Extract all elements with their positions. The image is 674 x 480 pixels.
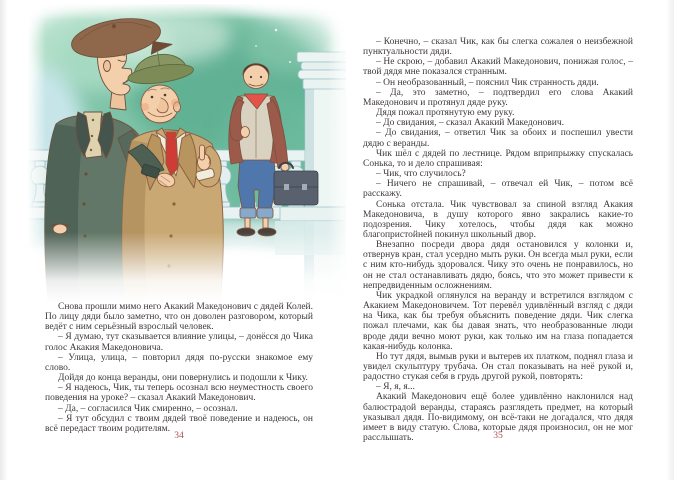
paragraph: Снова прошли мимо него Акакий Македонович с дядей Колей. По лицу дяди было заметно, что он доволен разговором, который ведёт с ним серьёзный взрослый человек. bbox=[45, 302, 313, 333]
page-35-text bbox=[363, 37, 633, 443]
paragraph: – Он необразованный, – пояснил Чик странность дяди. bbox=[376, 77, 599, 88]
page-edge-right bbox=[666, 0, 674, 480]
paragraph: Дядя пожал протянутую ему руку. bbox=[376, 108, 515, 119]
paragraph: – Ничего не спрашивай, – отвечал ей Чик, – потом всё расскажу. bbox=[363, 179, 633, 200]
paragraph: Внезапно посреди двора дядя остановился у колонки и, отвернув кран, стал усердно мыть руки. Он всегда мыл руки, если с ним кто-нибудь здоровался. Чику это очень не понравилось, но он не стал останавливать дядю, боясь, что это может привести к непредвиденным осложнениям. bbox=[363, 240, 633, 291]
page-34-text bbox=[45, 302, 313, 434]
paragraph: Чик украдкой оглянулся на веранду и встретился взглядом с Акакием Македоновичем. Тот перевёл удивлённый взгляд с дяди на Чика, как бы требуя объяснить поведение дяди. Чик слегка пожал плечами, как бы давая знать, что необразованные люди вроде дяди вечно моют руки, как только им на глаза попадается какая-нибудь колонка. bbox=[363, 290, 633, 352]
paragraph: – Улица, улица, – повторил дядя по-русски знакомое ему слово. bbox=[45, 352, 313, 373]
illustration bbox=[28, 4, 346, 302]
paragraph: – Да, – согласился Чик смиренно, – осознал. bbox=[58, 403, 238, 414]
paragraph: – Не скрою, – добавил Акакий Македонович, понижая голос, – твой дядя мне показался странным. bbox=[363, 57, 633, 78]
paragraph: – До свидания, – ответил Чик за обоих и поспешил увести дядю с веранды. bbox=[363, 128, 633, 149]
paragraph: – Чик, что случилось? bbox=[376, 169, 466, 180]
paragraph: – Я надеюсь, Чик, ты теперь осознал всю неуместность своего поведения на уроке? – сказал Акакий Македонович. bbox=[45, 383, 313, 404]
page-number-34: 34 bbox=[174, 430, 184, 441]
page-number-35: 35 bbox=[493, 430, 503, 441]
paragraph: Но тут дядя, вымыв руки и вытерев их платком, поднял глаза и увидел скульптуру трубача. Он стал показывать на неё рукой и, радостно стукая себя в грудь другой рукой, повторять: bbox=[363, 351, 633, 383]
paragraph: Дойдя до конца веранды, они повернулись и подошли к Чику. bbox=[58, 373, 308, 384]
paragraph: – До свидания, – сказал Акакий Македонович. bbox=[376, 118, 565, 129]
paragraph: – Да, это заметно, – подтвердил его слова Акакий Македонович и протянул дяде руку. bbox=[363, 87, 633, 108]
paragraph: – Конечно, – сказал Чик, как бы слегка сожалея о неизбежной пунктуальности дяди. bbox=[363, 37, 633, 58]
paragraph: Сонька отстала. Чик чувствовал за спиной взгляд Акакия Македоновича, в душу которого явно закрались какие-то подозрения. Чику хотелось, чтобы дядя как можно благопристойней покинул школьный двор. bbox=[363, 199, 633, 240]
paragraph: – Я думаю, тут сказывается влияние улицы, – донёсся до Чика голос Акакия Македоновича. bbox=[45, 332, 313, 353]
page-edge-left bbox=[0, 0, 8, 480]
paragraph: Акакий Македонович ещё более удивлённо наклонился над балюстрадой веранды, стараясь разглядеть предмет, на который указывал дядя. По-видимому, он всё-таки не догадался, что дядя имеет в виду статую. Слова, которые дядя произносил, он не мог расслышать. bbox=[363, 392, 633, 444]
paragraph: – Я тут обсудил с твоим дядей твоё поведение и надеюсь, он всё передаст твоим родителям. bbox=[45, 413, 313, 434]
paragraph: – Я, я, я... bbox=[376, 382, 415, 393]
paragraph: Чик шёл с дядей по лестнице. Рядом вприпрыжку спускалась Сонька, то и дело спрашивая: bbox=[363, 148, 633, 169]
